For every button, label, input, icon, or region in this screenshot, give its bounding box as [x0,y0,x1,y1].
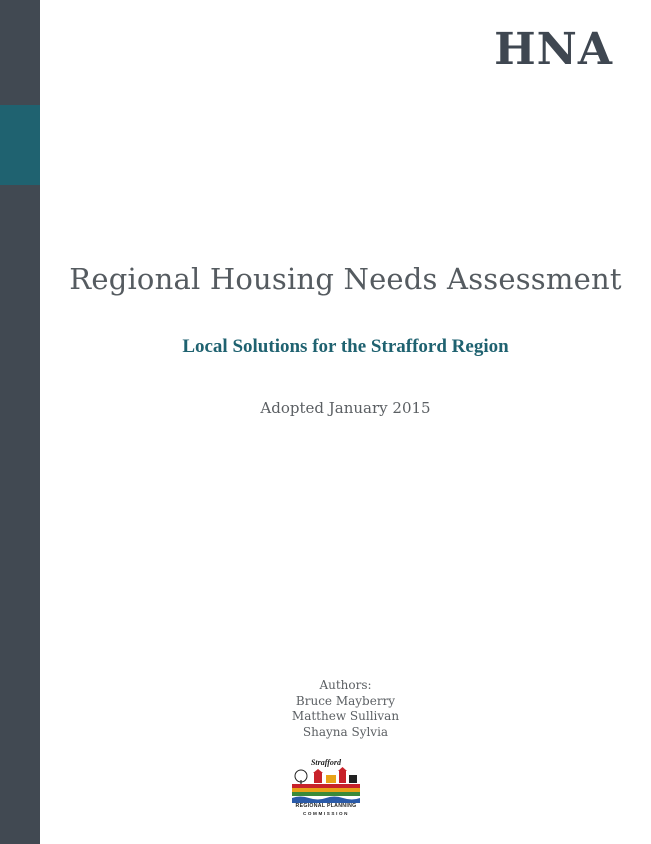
document-subtitle: Local Solutions for the Strafford Region [182,336,509,357]
authors-heading: Authors: [319,678,372,692]
author-name: Bruce Mayberry [295,693,396,708]
sidebar-accent-block [0,105,40,185]
author-name: Matthew Sullivan [291,709,400,723]
logo-landscape-icon [292,767,360,803]
document-title: Regional Housing Needs Assessment [69,262,622,296]
authors-block [40,678,651,740]
document-code: HNA [494,24,613,75]
author-name: Shayna Sylvia [302,724,389,739]
logo-org-line2: COMMISSION [302,811,350,816]
logo-org-line1: REGIONAL PLANNING [295,803,357,809]
adoption-date: Adopted January 2015 [260,399,431,417]
strafford-rpc-logo [288,758,364,820]
logo-script-text: Strafford [310,758,342,767]
